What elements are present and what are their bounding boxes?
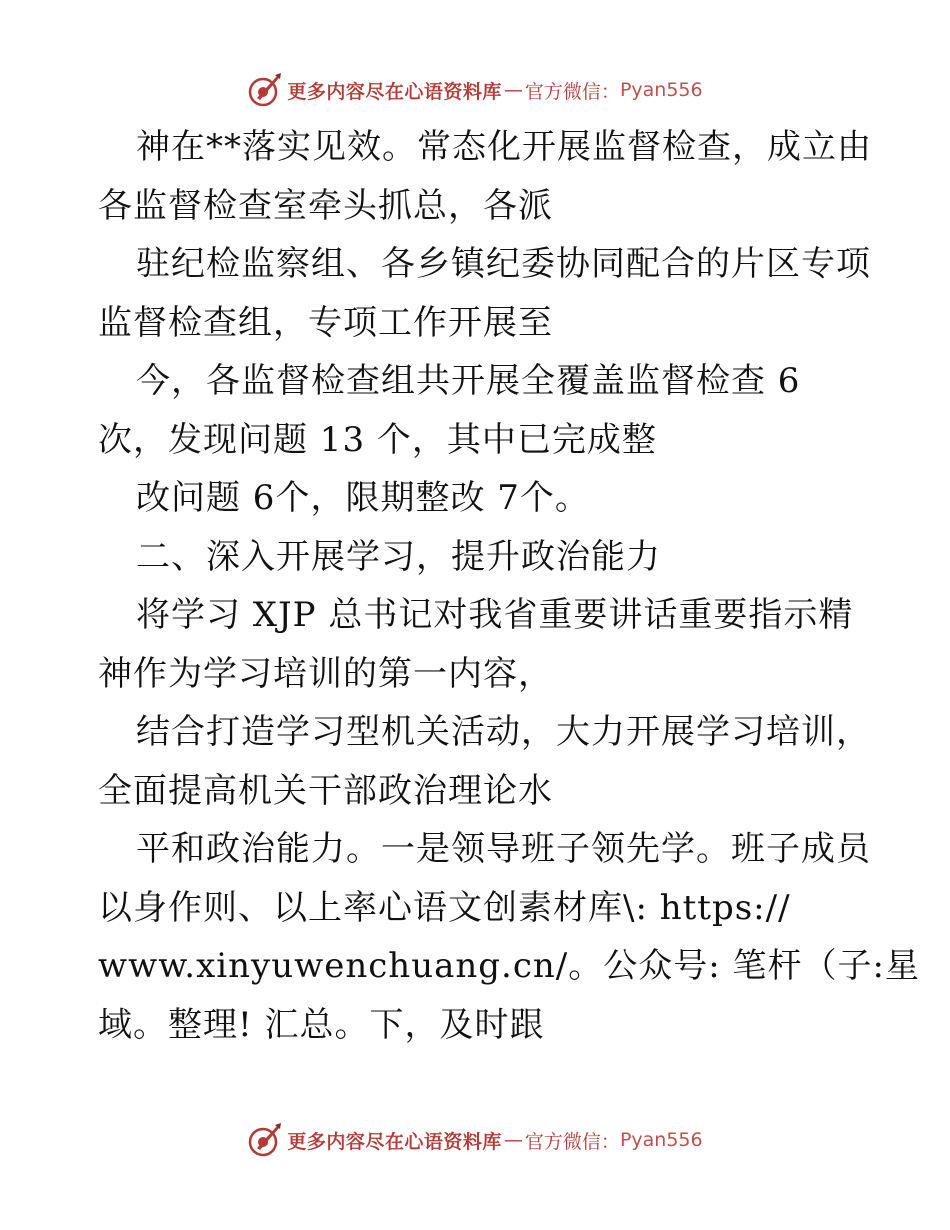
paragraph-line: 神作为学习培训的第一内容， (98, 653, 553, 694)
paragraph-line: 全面提高机关干部政治理论水 (98, 770, 553, 811)
paragraph-line: 域。整理! 汇总。下，及时跟 (98, 1004, 545, 1045)
paragraph-line: 驻纪检监察组、各乡镇纪委协同配合的片区专项 (136, 244, 871, 284)
banner-dash: — (503, 1129, 523, 1151)
footer-banner (0, 1120, 950, 1160)
document-body (98, 118, 920, 1054)
paragraph-line: 今，各监督检查组共开展全覆盖监督检查 6 (136, 361, 801, 401)
paragraph-line: 监督检查组，专项工作开展至 (98, 302, 553, 343)
paragraph-line: 平和政治能力。一是领导班子领先学。班子成员 (136, 829, 871, 869)
paragraph-line: 改问题 6个，限期整改 7个。 (136, 478, 590, 518)
header-banner (0, 70, 950, 110)
paragraph-line: 神在**落实见效。常态化开展监督检查，成立由 (136, 127, 872, 167)
paragraph-line: 结合打造学习型机关活动，大力开展学习培训， (136, 712, 871, 752)
quill-pen-circle-icon (247, 72, 283, 108)
paragraph-line: 以身作则、以上率心语文创素材库\: https:// (98, 887, 791, 928)
wechat-handle: Pyan556 (619, 79, 703, 101)
paragraph-line: 次，发现问题 13 个，其中已完成整 (98, 419, 657, 460)
quill-pen-circle-icon (247, 1122, 283, 1158)
paragraph-line: www.xinyuwenchuang.cn/。公众号: 笔杆（子:星 (98, 946, 920, 986)
wechat-handle: Pyan556 (619, 1129, 703, 1151)
paragraph-line: 各监督检查室牵头抓总，各派 (98, 185, 553, 226)
paragraph-line: 将学习 XJP 总书记对我省重要讲话重要指示精 (136, 595, 854, 635)
section-heading: 二、深入开展学习，提升政治能力 (136, 536, 661, 577)
site-name-text: 更多内容尽在心语资料库 (287, 80, 502, 103)
site-name-text: 更多内容尽在心语资料库 (287, 1130, 502, 1153)
wechat-label: 官方微信： (524, 80, 620, 103)
wechat-label: 官方微信： (524, 1130, 620, 1153)
banner-dash: — (503, 79, 523, 101)
